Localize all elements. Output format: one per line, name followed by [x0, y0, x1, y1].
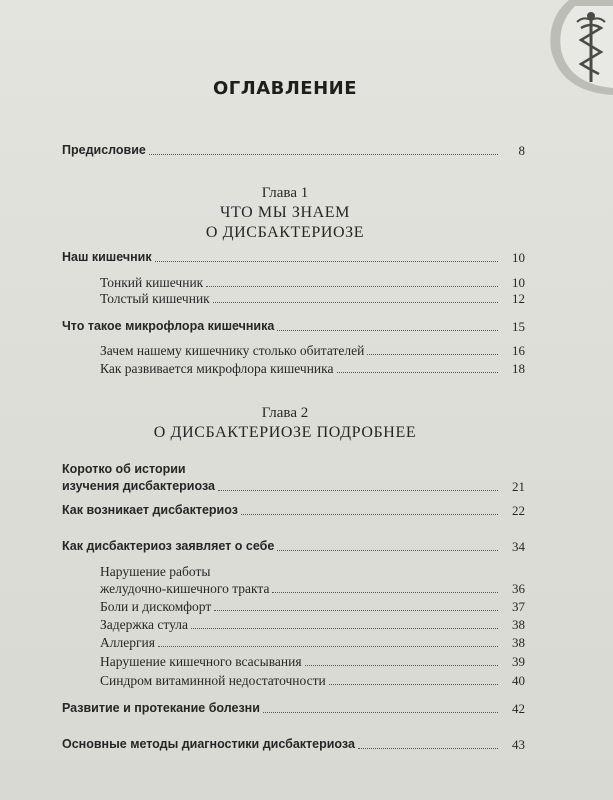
toc-entry-label-line: изучения дисбактериоза [62, 479, 215, 493]
chapter-1-heading [0, 183, 570, 243]
dot-leader [149, 154, 498, 155]
dot-leader [329, 684, 498, 685]
dot-leader [241, 514, 498, 515]
dot-leader [367, 354, 498, 355]
toc-entry-page: 40 [512, 673, 525, 688]
toc-subentry [100, 634, 525, 651]
toc-entry-page: 15 [512, 319, 525, 334]
toc-entry-page: 34 [512, 539, 525, 554]
toc-entry-page: 16 [512, 343, 525, 358]
toc-entry [62, 538, 525, 555]
dot-leader [277, 550, 498, 551]
toc-entry-page: 8 [518, 143, 525, 158]
page-title: ОГЛАВЛЕНИЕ [212, 78, 358, 99]
toc-entry-page: 12 [512, 291, 525, 306]
toc-entry-page: 37 [512, 599, 525, 614]
dot-leader [155, 261, 498, 262]
chapter-number: Глава 2 [261, 405, 309, 421]
toc-entry [62, 502, 525, 519]
toc-entry-page: 22 [512, 503, 525, 518]
toc-entry-label: Задержка стула [100, 617, 189, 632]
toc-entry [62, 700, 525, 717]
toc-entry-page: 36 [512, 581, 525, 596]
dot-leader [218, 490, 498, 491]
toc-entry-label: Синдром витаминной недостаточности [100, 673, 326, 688]
dot-leader [191, 628, 498, 629]
dot-leader [358, 748, 498, 749]
toc-entry-label: Предисловие [62, 143, 146, 157]
toc-entry-label: Наш кишечник [62, 250, 152, 264]
chapter-title-line: О ДИСБАКТЕРИОЗЕ [205, 224, 365, 241]
dot-leader [158, 646, 498, 647]
toc-entry [62, 461, 525, 495]
toc-subentry [100, 342, 525, 359]
toc-entry-label [62, 461, 215, 495]
chapter-2-heading [0, 403, 570, 443]
toc-entry-label [100, 563, 269, 597]
toc-entry-preface [62, 142, 525, 159]
toc-entry-page: 21 [512, 479, 525, 494]
chapter-title-line: ЧТО МЫ ЗНАЕМ [219, 204, 351, 221]
toc-entry-page: 39 [512, 654, 525, 669]
toc-subentry [100, 274, 525, 291]
toc-entry-label-line: Нарушение работы [100, 564, 211, 579]
toc-entry-label: Развитие и протекание болезни [62, 701, 260, 715]
chapter-title-line: О ДИСБАКТЕРИОЗЕ ПОДРОБНЕЕ [153, 424, 417, 441]
dot-leader [272, 592, 498, 593]
toc-entry-page: 10 [512, 250, 525, 265]
toc-entry-label: Основные методы диагностики дисбактериоза [62, 737, 355, 751]
toc-entry [62, 318, 525, 335]
dot-leader [213, 302, 498, 303]
toc-entry-label: Нарушение кишечного всасывания [100, 654, 302, 669]
toc-subentry [100, 616, 525, 633]
toc-entry-label-line: Коротко об истории [62, 462, 186, 476]
toc-entry-label: Как развивается микрофлора кишечника [100, 361, 334, 376]
toc-entry-label: Тонкий кишечник [100, 275, 204, 290]
dot-leader [305, 665, 498, 666]
toc-entry-label: Аллергия [100, 635, 155, 650]
toc-entry-page: 43 [512, 737, 525, 752]
toc-entry-label: Как дисбактериоз заявляет о себе [62, 539, 275, 553]
toc-entry-label: Толстый кишечник [100, 291, 210, 306]
dot-leader [263, 712, 498, 713]
toc-entry-page: 38 [512, 635, 525, 650]
toc-entry-page: 18 [512, 361, 525, 376]
toc-entry-label-line: желудочно-кишечного тракта [100, 581, 270, 596]
toc-subentry [100, 563, 525, 597]
dot-leader [277, 330, 498, 331]
toc-entry-label: Зачем нашему кишечнику столько обитателей [100, 343, 365, 358]
toc-entry-page: 38 [512, 617, 525, 632]
toc-entry-label: Что такое микрофлора кишечника [62, 319, 275, 333]
toc-subentry [100, 653, 525, 670]
toc-subentry [100, 598, 525, 615]
toc-entry-page: 10 [512, 275, 525, 290]
toc-subentry [100, 672, 525, 689]
toc-entry-label: Как возникает дисбактериоз [62, 503, 238, 517]
chapter-number: Глава 1 [261, 185, 309, 201]
dot-leader [214, 610, 498, 611]
dot-leader [206, 286, 498, 287]
toc-entry-page: 42 [512, 701, 525, 716]
dot-leader [337, 372, 498, 373]
toc-subentry [100, 360, 525, 377]
toc-entry-label: Боли и дискомфорт [100, 599, 212, 614]
toc-entry [62, 736, 525, 753]
toc-entry [62, 249, 525, 266]
toc-subentry [100, 290, 525, 307]
